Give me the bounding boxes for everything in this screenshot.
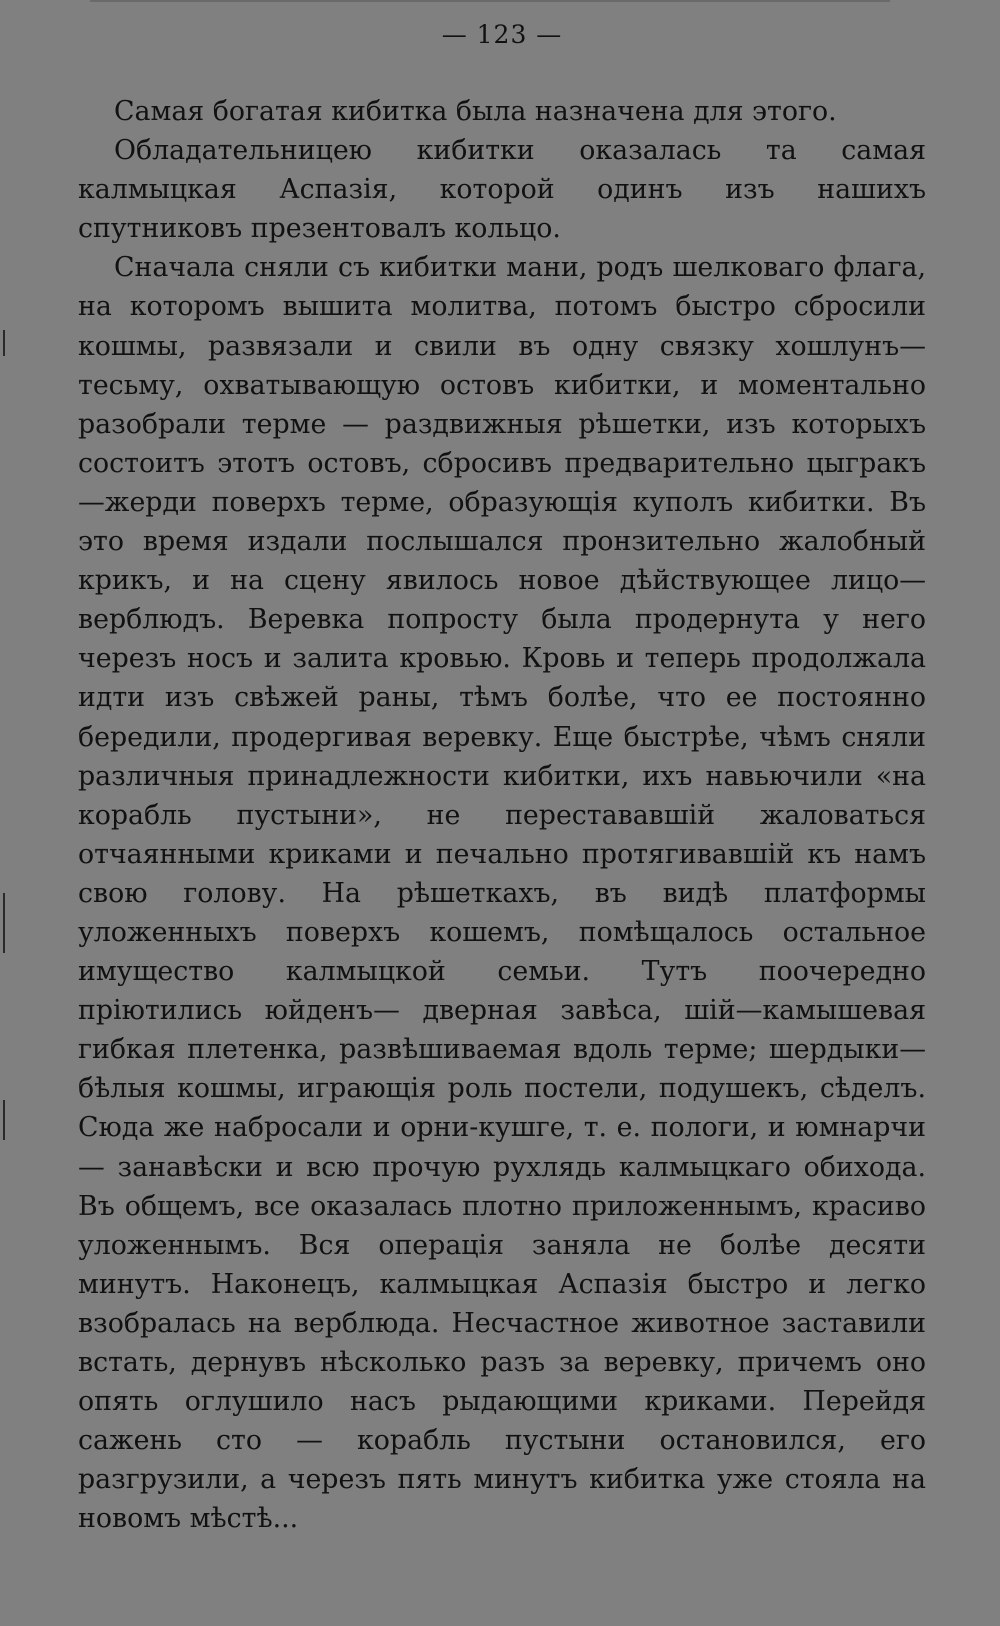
- page-number: — 123 —: [441, 20, 563, 49]
- paragraph-1: Самая богатая кибитка была назначена для этого.: [114, 96, 837, 127]
- paragraph-2: Обладательницею кибитки оказалась та самая калмыцкая Аспазія, которой одинъ изъ нашихъ спутниковъ презентовалъ кольцо.: [78, 135, 926, 245]
- paragraph-3: Сначала сняли съ кибитки мани, родъ шелковаго флага, на которомъ вышита молитва, потомъ быстро сбросили кошмы, развязали и свили въ одну связку хошлунъ— тесьму, охватывающую остовъ кибитки, и моментально разобрали терме — раздвижныя рѣшетки, изъ которыхъ состоитъ этотъ остовъ, сбросивъ предварительно цыгракъ—жерди поверхъ терме, образующія куполъ кибитки. Въ это время издали послышался пронзительно жалобный крикъ, и на сцену явилось новое дѣйствующее лицо— верблюдъ. Веревка попросту была продернута у него черезъ носъ и залита кровью. Кровь и теперь продолжала идти изъ свѣжей раны, тѣмъ болѣе, что ее постоянно бередили, продергивая веревку. Еще быстрѣе, чѣмъ сняли различныя принадлежности кибитки, ихъ навьючили «на корабль пустыни», не перестававшій жаловаться отчаянными криками и печально протягивавшій къ намъ свою голову. На рѣшеткахъ, въ видѣ платформы уложенныхъ поверхъ кошемъ, помѣщалось остальное имущество калмыцкой семьи. Тутъ поочередно пріютились юйденъ— дверная завѣса, шій—камышевая гибкая плетенка, развѣшиваемая вдоль терме; шердыки—бѣлыя кошмы, играющія роль постели, подушекъ, сѣделъ. Сюда же набросали и орни-кушге, т. е. пологи, и юмнарчи — занавѣски и всю прочую рухлядь калмыцкаго обихода. Въ общемъ, все оказалась плотно приложеннымъ, красиво уложеннымъ. Вся операція заняла не болѣе десяти минутъ. Наконецъ, калмыцкая Аспазія быстро и легко взобралась на верблюда. Несчастное животное заставили встать, дернувъ нѣсколько разъ за веревку, причемъ оно опять оглушило насъ рыдающими криками. Перейдя сажень сто — корабль пустыни остановился, его разгрузили, а черезъ пять минутъ кибитка уже стояла на новомъ мѣстѣ...: [78, 252, 926, 1535]
